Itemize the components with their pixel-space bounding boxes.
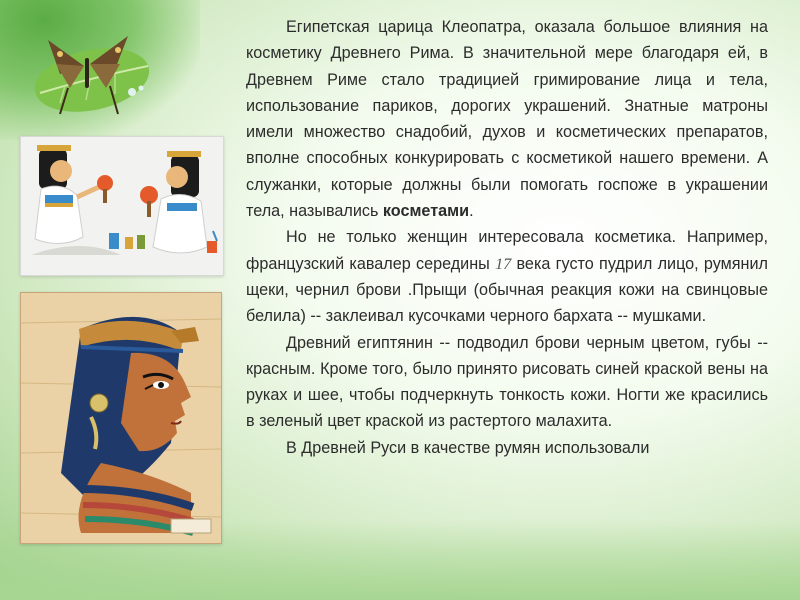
paragraph-4: В Древней Руси в качестве румян использовали [286, 438, 650, 457]
paragraph-1-text: Египетская царица Клеопатра, оказала большое влияния на косметику Древнего Рима. В значительной мере благодаря ей, в Древнем Риме стало традицией гримирование лица и тела, использование париков, дорогих украшений. Знатные матроны имели множество снадобий, духов и косметических препаратов, вполне способных конкурировать с косметикой нашего времени. А служанки, которые должны были помогать госпоже в украшении тела, назывались [246, 18, 768, 221]
century-number: 17 [495, 254, 512, 273]
egyptian-women-icon [21, 137, 223, 275]
paragraph-2-text-b: века густо пудрил лицо, румянил щеки, чернил брови .Прыщи (обычная реакция кожи на свинцовые белила) -- заклеивал кусочками черного бархата -- мушками. [246, 254, 768, 326]
main-text [246, 14, 768, 461]
paragraph-2 [246, 224, 768, 329]
butterfly-leaf-image [20, 18, 160, 118]
paragraph-3: Древний египтянин -- подводил брови черным цветом, губы --красным. Кроме того, было принято рисовать синей краской вены на руках и шее, чтобы подчеркнуть тонкость кожи. Ногти же красились в зеленый цвет краской из растертого малахита. [246, 333, 768, 431]
paragraph-1-end: . [469, 202, 474, 221]
paragraph-2-text-a: Но не только женщин интересовала косметика. Например, французский кавалер середины [246, 228, 768, 273]
paragraph-1 [246, 14, 768, 224]
butterfly-icon [20, 18, 160, 118]
egyptian-profile-icon [21, 293, 221, 543]
bold-term-kosmety: косметами [382, 202, 470, 221]
egyptian-profile-image [20, 292, 222, 544]
egyptian-women-image [20, 136, 224, 276]
